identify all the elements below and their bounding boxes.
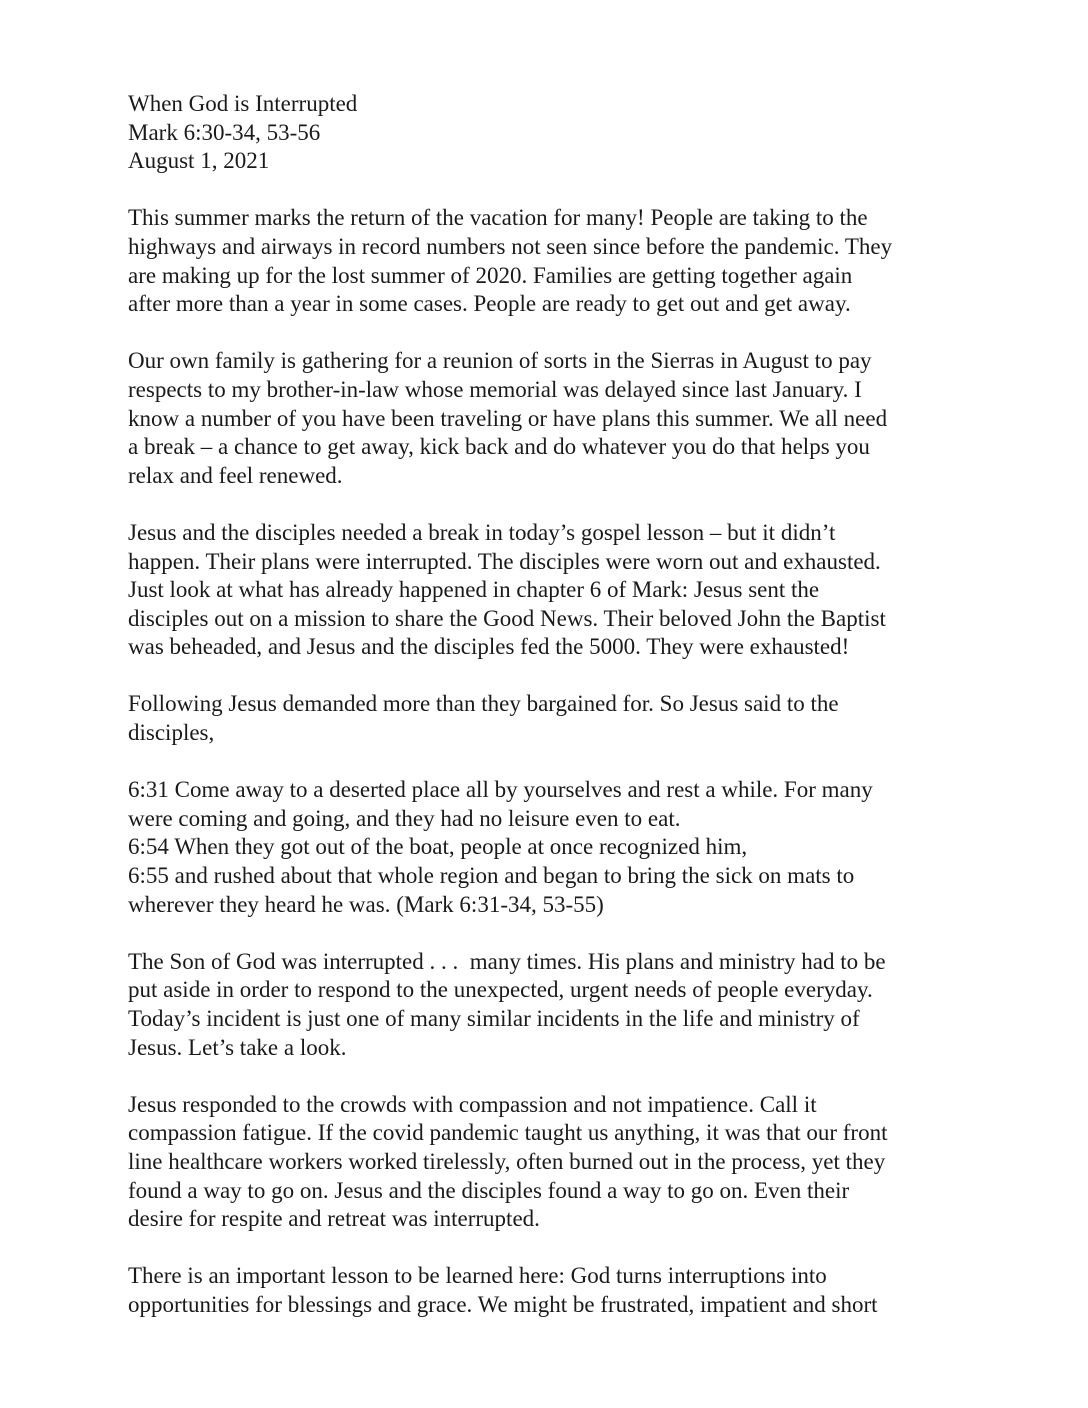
text-line: 6:54 When they got out of the boat, people at once recognized him, [128, 834, 748, 860]
text-line: disciples out on a mission to share the Good News. Their beloved John the Baptist [128, 605, 886, 631]
text-line: Just look at what has already happened in chapter 6 of Mark: Jesus sent the [128, 577, 820, 603]
text-line: found a way to go on. Jesus and the disciples found a way to go on. Even their [128, 1177, 850, 1203]
text-line: know a number of you have been traveling or have plans this summer. We all need [128, 405, 888, 431]
text-line: 6:55 and rushed about that whole region and began to bring the sick on mats to [128, 863, 855, 889]
scripture-reference: Mark 6:30-34, 53-56 [128, 119, 321, 145]
text-line: after more than a year in some cases. People are ready to get out and get away. [128, 291, 851, 317]
sermon-date: August 1, 2021 [128, 148, 270, 174]
text-line: respects to my brother-in-law whose memorial was delayed since last January. I [128, 376, 862, 402]
text-line: Our own family is gathering for a reunion of sorts in the Sierras in August to pay [128, 348, 872, 374]
text-line: highways and airways in record numbers not seen since before the pandemic. They [128, 233, 893, 259]
text-line: There is an important lesson to be learned here: God turns interruptions into [128, 1263, 827, 1289]
text-line: 6:31 Come away to a deserted place all by yourselves and rest a while. For many [128, 777, 873, 803]
text-line: desire for respite and retreat was interrupted. [128, 1206, 540, 1232]
paragraph-4 [128, 690, 978, 747]
text-line: This summer marks the return of the vacation for many! People are taking to the [128, 205, 868, 231]
text-line: Today’s incident is just one of many similar incidents in the life and ministry of [128, 1006, 860, 1031]
text-line: wherever they heard he was. (Mark 6:31-34, 53-55) [128, 891, 604, 917]
text-line: line healthcare workers worked tirelessly, often burned out in the process, yet they [128, 1148, 886, 1174]
paragraph-8 [128, 1262, 978, 1319]
sermon-header [128, 90, 978, 176]
text-line: disciples, [128, 720, 215, 746]
sermon-title: When God is Interrupted [128, 91, 358, 116]
text-line: was beheaded, and Jesus and the disciples fed the 5000. They were exhausted! [128, 634, 850, 660]
text-line: put aside in order to respond to the unexpected, urgent needs of people everyday. [128, 977, 873, 1003]
text-line: are making up for the lost summer of 2020. Families are getting together again [128, 262, 853, 288]
document-page [128, 90, 978, 1348]
scripture-quote [128, 776, 978, 919]
paragraph-7 [128, 1091, 978, 1234]
text-line: a break – a chance to get away, kick back and do whatever you do that helps you [128, 434, 870, 460]
text-line: The Son of God was interrupted . . . many times. His plans and ministry had to be [128, 948, 886, 974]
text-line: Jesus. Let’s take a look. [128, 1034, 347, 1060]
text-line: opportunities for blessings and grace. We might be frustrated, impatient and short [128, 1291, 878, 1317]
paragraph-6 [128, 948, 978, 1062]
text-line: compassion fatigue. If the covid pandemic taught us anything, it was that our front [128, 1120, 888, 1146]
paragraph-2 [128, 347, 978, 490]
text-line: happen. Their plans were interrupted. The disciples were worn out and exhausted. [128, 548, 881, 574]
text-line: were coming and going, and they had no leisure even to eat. [128, 805, 681, 831]
text-line: Following Jesus demanded more than they bargained for. So Jesus said to the [128, 691, 839, 717]
text-line: Jesus responded to the crowds with compassion and not impatience. Call it [128, 1091, 817, 1117]
paragraph-1 [128, 204, 978, 318]
text-line: Jesus and the disciples needed a break in today’s gospel lesson – but it didn’t [128, 519, 836, 545]
text-line: relax and feel renewed. [128, 462, 343, 488]
paragraph-3 [128, 519, 978, 662]
